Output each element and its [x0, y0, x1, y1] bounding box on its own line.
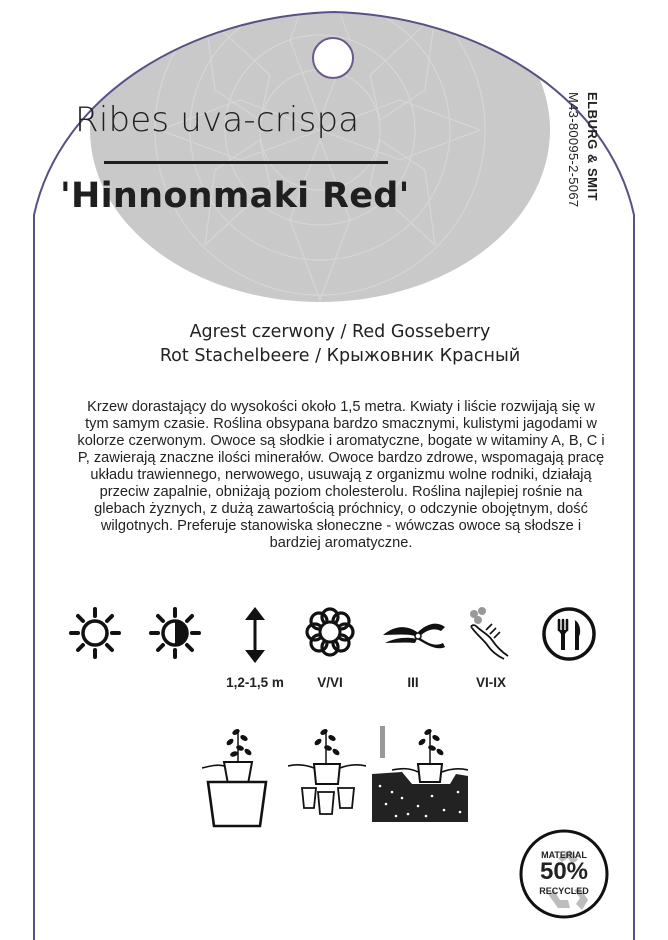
harvest-label: VI-IX — [475, 675, 506, 690]
flowering-label: V/VI — [317, 675, 343, 690]
description: Krzew dorastający do wysokości około 1,5 metra. Kwiaty i liście rozwijają się w tym samym czasie. Roślina obsypana bardzo smacznymi, kulistymi jagodami w kolorze czerwonym. Owoce są słodkie i aromatyczne, bogate w witaminy A, B, C i P, zawierają znaczne ilości minerałów. Owoce bardzo zdrowe, wspomagają pracę układu trawiennego, nerwowego, usuwają z organizmu wolne rodniki, działają przeciw zapalnie, obniżają poziom cholesterolu. Roślina najlepiej rośnie na glebach żyznych, z dużą zawartością próchnicy, o odczynie obojętnym, dość wilgotnych. Preferuje stanowiska słoneczne - wówczas owoce są słodsze i bardziej aromatyczne. — [77, 399, 605, 551]
pruning-label: III — [407, 675, 419, 690]
brand-name: ELBURG & SMIT — [585, 92, 600, 202]
planting-step-soil-icon — [372, 722, 468, 822]
hang-hole — [312, 37, 354, 79]
cultivar-name: 'Hinnonmaki Red' — [60, 176, 410, 216]
badge-bottom-text: RECYCLED — [539, 886, 589, 896]
height-label: 1,2-1,5 m — [226, 675, 284, 690]
common-names-line-1: Agrest czerwony / Red Gosseberry — [189, 322, 491, 342]
half-shade-icon — [148, 606, 202, 660]
common-names-line-2: Rot Stachelbeere / Крыжовник Красный — [159, 346, 521, 366]
full-sun-icon — [68, 606, 122, 660]
edible-fork-knife-icon — [541, 606, 597, 662]
harvest-hand-icon — [462, 604, 512, 660]
product-code: M43-80095-2-5067 — [566, 92, 581, 208]
common-names — [90, 320, 590, 368]
planting-step-soak-icon — [288, 722, 366, 818]
flower-icon — [304, 606, 356, 658]
badge-top-text: MATERIAL — [541, 850, 587, 860]
planting-step-pot-icon — [200, 722, 276, 828]
title-divider — [104, 161, 388, 164]
latin-name: Ribes uva-crispa — [75, 100, 360, 140]
badge-percent: 50% — [539, 858, 589, 885]
height-arrow-icon — [240, 604, 270, 666]
recycled-material-badge — [518, 828, 610, 920]
pruning-shears-icon — [381, 615, 447, 655]
